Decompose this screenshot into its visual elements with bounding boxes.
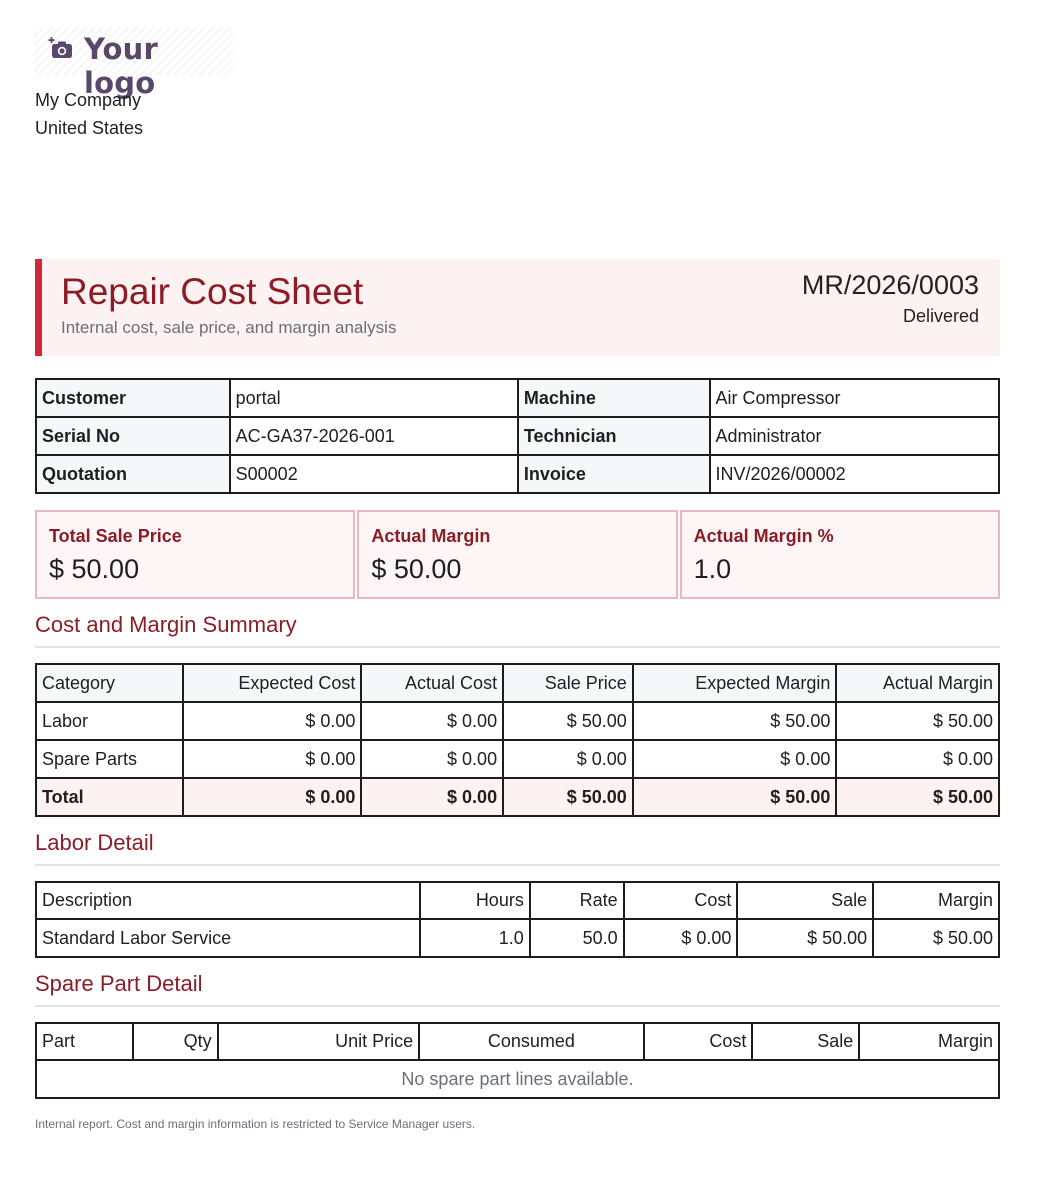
table-cell: $ 50.00 — [633, 778, 837, 816]
column-header: Actual Cost — [361, 664, 503, 702]
column-header: Consumed — [419, 1023, 644, 1060]
table-row — [36, 702, 999, 740]
kpi-value: $ 50.00 — [371, 554, 462, 584]
company-name: My Company — [35, 90, 142, 110]
company-address — [35, 86, 143, 142]
table-header-row — [36, 664, 999, 702]
info-value: S00002 — [230, 455, 518, 493]
repair-reference: MR/2026/0003 — [801, 270, 979, 300]
info-label: Invoice — [518, 455, 710, 493]
kpi-value: 1.0 — [693, 554, 732, 584]
info-value: AC-GA37-2026-001 — [230, 417, 518, 455]
column-header: Rate — [530, 882, 624, 919]
table-total-row — [36, 778, 999, 816]
report-title: Repair Cost Sheet — [61, 271, 364, 312]
column-header: Sale — [737, 882, 873, 919]
section-title-spare-parts: Spare Part Detail — [35, 971, 1000, 1007]
kpi-card-margin-percent — [680, 510, 1000, 599]
table-cell: $ 50.00 — [503, 778, 633, 816]
table-cell: $ 0.00 — [183, 702, 362, 740]
column-header: Cost — [644, 1023, 753, 1060]
table-row — [36, 740, 999, 778]
table-cell: $ 0.00 — [183, 740, 362, 778]
table-cell: $ 0.00 — [633, 740, 837, 778]
table-cell: Labor — [36, 702, 183, 740]
table-cell: 1.0 — [420, 919, 530, 957]
kpi-value: $ 50.00 — [49, 554, 140, 584]
repair-info-table — [35, 378, 1000, 494]
kpi-card-total-sale — [35, 510, 355, 599]
column-header: Cost — [624, 882, 738, 919]
table-cell: $ 50.00 — [836, 778, 999, 816]
column-header: Margin — [859, 1023, 999, 1060]
kpi-cards — [35, 510, 1000, 599]
column-header: Expected Cost — [183, 664, 362, 702]
table-header-row — [36, 882, 999, 919]
column-header: Category — [36, 664, 183, 702]
empty-state-message: No spare part lines available. — [36, 1060, 999, 1098]
table-cell: $ 0.00 — [836, 740, 999, 778]
table-row — [36, 379, 999, 417]
company-country: United States — [35, 118, 144, 138]
labor-detail-table — [35, 881, 1000, 958]
info-label: Customer — [36, 379, 230, 417]
info-value: Air Compressor — [710, 379, 999, 417]
kpi-label: Actual Margin — [371, 526, 491, 546]
info-value: Administrator — [710, 417, 999, 455]
section-title-summary: Cost and Margin Summary — [35, 612, 1000, 648]
info-label: Serial No — [36, 417, 230, 455]
table-row — [36, 919, 999, 957]
table-header-row — [36, 1023, 999, 1060]
table-cell: $ 0.00 — [624, 919, 738, 957]
kpi-label: Total Sale Price — [49, 526, 182, 546]
camera-plus-icon — [48, 36, 74, 62]
report-footer-note: Internal report. Cost and margin information is restricted to Service Manager users. — [35, 1117, 476, 1131]
column-header: Sale — [752, 1023, 859, 1060]
column-header: Expected Margin — [633, 664, 837, 702]
info-value: portal — [230, 379, 518, 417]
table-cell: Spare Parts — [36, 740, 183, 778]
table-cell: $ 50.00 — [503, 702, 633, 740]
column-header: Unit Price — [218, 1023, 419, 1060]
table-row — [36, 417, 999, 455]
logo-text: Your logo — [84, 32, 159, 100]
column-header: Part — [36, 1023, 133, 1060]
table-cell: Total — [36, 778, 183, 816]
section-title-labor: Labor Detail — [35, 830, 1000, 866]
table-cell: $ 50.00 — [737, 919, 873, 957]
kpi-card-actual-margin — [357, 510, 677, 599]
cost-margin-summary-table — [35, 663, 1000, 817]
report-header-banner — [35, 259, 1000, 356]
column-header: Actual Margin — [836, 664, 999, 702]
spare-part-detail-table — [35, 1022, 1000, 1099]
table-row — [36, 1060, 999, 1098]
table-cell: $ 50.00 — [836, 702, 999, 740]
repair-state: Delivered — [902, 306, 979, 326]
table-cell: $ 0.00 — [361, 740, 503, 778]
info-value: INV/2026/00002 — [710, 455, 999, 493]
info-label: Quotation — [36, 455, 230, 493]
column-header: Description — [36, 882, 420, 919]
info-label: Technician — [518, 417, 710, 455]
column-header: Qty — [133, 1023, 218, 1060]
table-cell: 50.0 — [530, 919, 624, 957]
table-cell: $ 0.00 — [183, 778, 362, 816]
table-cell: $ 50.00 — [633, 702, 837, 740]
table-cell: $ 0.00 — [361, 702, 503, 740]
column-header: Hours — [420, 882, 530, 919]
column-header: Margin — [873, 882, 999, 919]
table-cell: Standard Labor Service — [36, 919, 420, 957]
table-cell: $ 0.00 — [503, 740, 633, 778]
table-cell: $ 0.00 — [361, 778, 503, 816]
kpi-label: Actual Margin % — [693, 526, 834, 546]
table-row — [36, 455, 999, 493]
table-cell: $ 50.00 — [873, 919, 999, 957]
report-subtitle: Internal cost, sale price, and margin analysis — [61, 318, 397, 337]
column-header: Sale Price — [503, 664, 633, 702]
info-label: Machine — [518, 379, 710, 417]
